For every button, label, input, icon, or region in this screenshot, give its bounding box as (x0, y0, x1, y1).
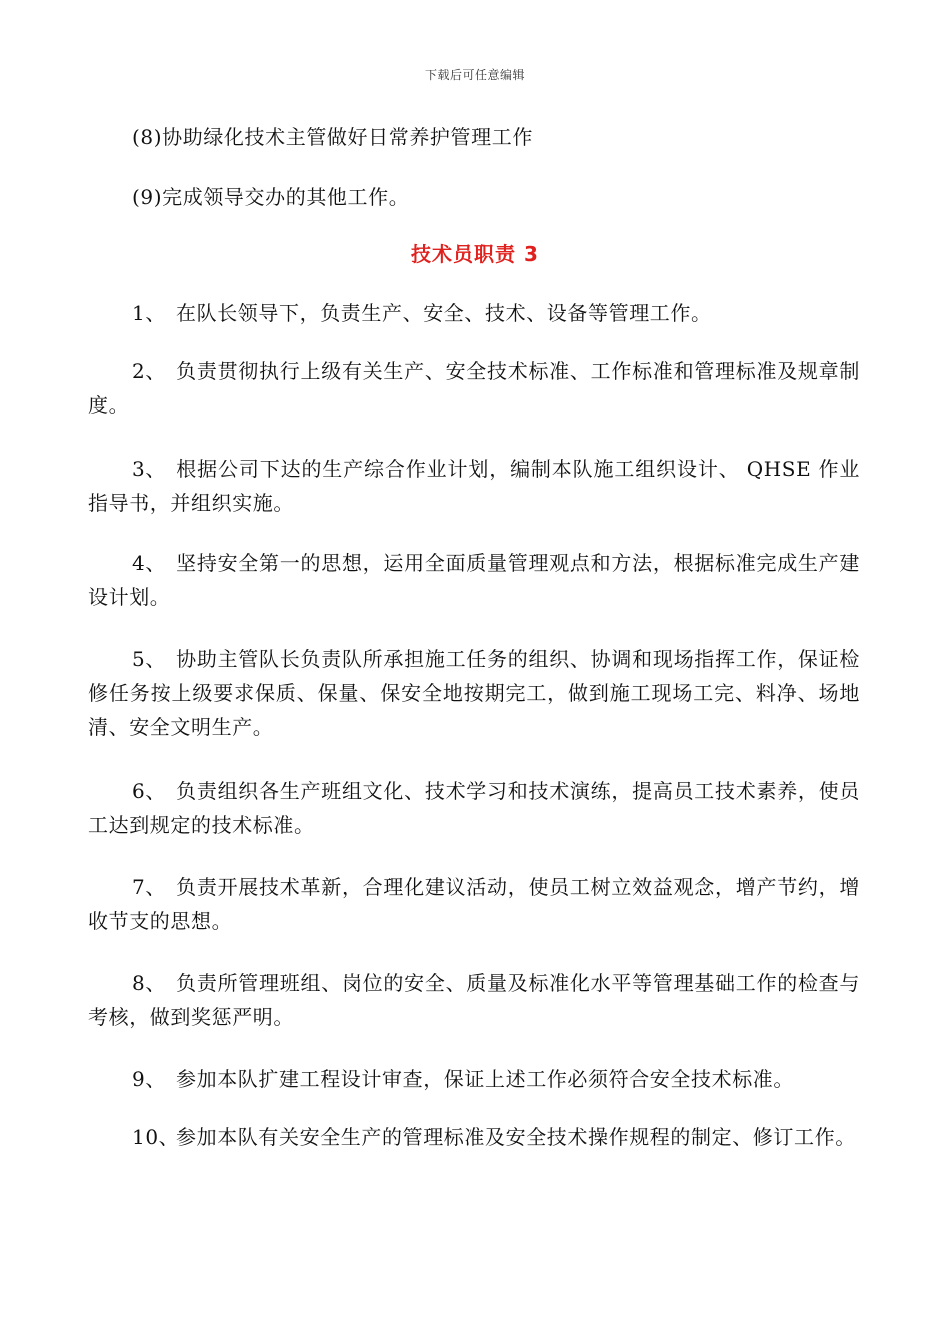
item-text: 参加本队有关安全生产的管理标准及安全技术操作规程的制定、修订工作。 (176, 1125, 856, 1149)
item-text: 负责组织各生产班组文化、技术学习和技术演练，提高员工技术素养，使员工达到规定的技术标准。 (88, 779, 860, 837)
item-text: 在队长领导下，负责生产、安全、技术、设备等管理工作。 (176, 301, 712, 325)
page-header: 下载后可任意编辑 (424, 68, 525, 82)
item-number: 3、 (132, 457, 166, 481)
list-item-7 (88, 870, 860, 938)
item-text: 参加本队扩建工程设计审查，保证上述工作必须符合安全技术标准。 (176, 1067, 794, 1091)
intro-item-9-text: (9)完成领导交办的其他工作。 (132, 185, 410, 209)
item-text: 协助主管队长负责队所承担施工任务的组织、协调和现场指挥工作，保证检修任务按上级要求保质、保量、保安全地按期完工，做到施工现场工完、料净、场地清、安全文明生产。 (88, 647, 860, 739)
list-item-9 (88, 1062, 860, 1096)
item-text: 负责贯彻执行上级有关生产、安全技术标准、工作标准和管理标准及规章制度。 (88, 359, 860, 417)
item-number: 1、 (132, 301, 166, 325)
item-number: 10、 (132, 1125, 180, 1149)
item-number: 9、 (132, 1067, 166, 1091)
list-item-1 (88, 296, 860, 330)
intro-item-8 (88, 120, 860, 154)
item-text: 负责所管理班组、岗位的安全、质量及标准化水平等管理基础工作的检查与考核，做到奖惩严明。 (88, 971, 860, 1029)
item-number: 4、 (132, 551, 166, 575)
intro-item-8-text: (8)协助绿化技术主管做好日常养护管理工作 (132, 125, 533, 149)
item-text: 负责开展技术革新，合理化建议活动，使员工树立效益观念，增产节约，增收节支的思想。 (88, 875, 860, 933)
section-title: 技术员职责 3 (411, 242, 539, 266)
list-item-8 (88, 966, 860, 1034)
list-item-2 (88, 354, 860, 422)
list-item-5 (88, 642, 860, 744)
list-item-10 (88, 1120, 860, 1154)
list-item-4 (88, 546, 860, 614)
item-number: 6、 (132, 779, 166, 803)
item-number: 7、 (132, 875, 166, 899)
list-item-6 (88, 774, 860, 842)
item-text: 根据公司下达的生产综合作业计划，编制本队施工组织设计、 QHSE 作业指导书，并组织实施。 (88, 457, 860, 515)
item-number: 8、 (132, 971, 166, 995)
item-number: 2、 (132, 359, 166, 383)
intro-item-9 (88, 180, 860, 214)
item-number: 5、 (132, 647, 166, 671)
list-item-3 (88, 452, 860, 520)
item-text: 坚持安全第一的思想，运用全面质量管理观点和方法，根据标准完成生产建设计划。 (88, 551, 860, 609)
